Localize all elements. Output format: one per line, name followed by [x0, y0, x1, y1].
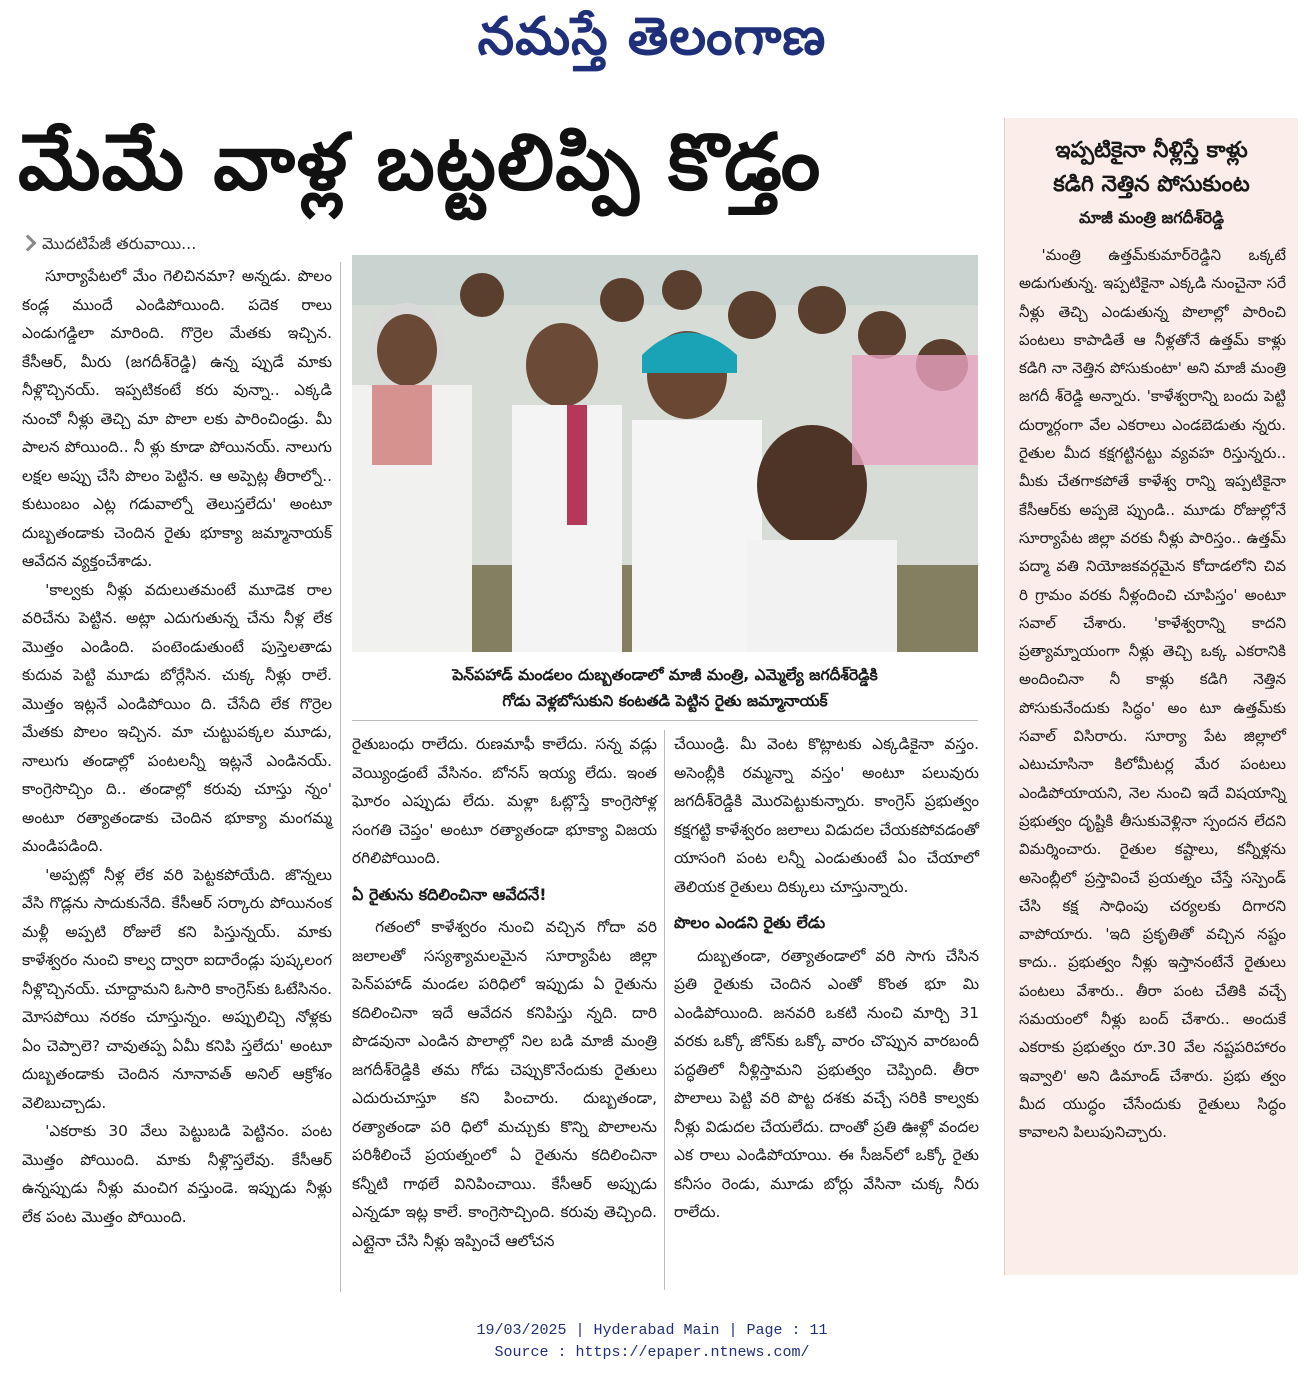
column-divider	[340, 262, 341, 1292]
column-divider	[664, 730, 665, 1290]
news-photo	[352, 255, 978, 652]
paragraph: గతంలో కాళేశ్వరం నుంచి వచ్చిన గోదా వరి జలాలతో సస్యశ్యామలమైన సూర్యాపేట జిల్లా పెన్‌పహాడ్ మండల పరిధిలో ఇప్పుడు ఏ రైతును కదిలించినా ఇదే ఆవేదన కనిపిస్తు న్నది. దారి పొడవునా ఎండిన పొలాల్లో నిల బడి మాజీ మంత్రి జగదీశ్‌రెడ్డికి తమ గోడు చెప్పుకొనేందుకు రైతులు ఎదురుచూస్తూ కని పించారు. దుబ్బతండా, రత్యాతండా పరి ధిలో మచ్చుకు కొన్ని పొలాలను పరిశీలించే ప్రయత్నంలో ఏ రైతును కదిలించినా కన్నీటి గాథలే వినిపించాయి. కేసీఆర్ అప్పుడు ఎన్నడూ ఇట్ల కాలే. కాంగ్రెసొచ్చింది. కరువు తెచ్చింది. ఎట్లైనా చేసి నీళ్లు ఇప్పించే ఆలోచన	[352, 918, 657, 1250]
caption-line: గోడు వెళ్లబోసుకుని కంటతడి పెట్టిన రైతు జమ్మానాయక్	[502, 692, 828, 710]
paragraph: 'మంత్రి ఉత్తమ్‌కుమార్‌రెడ్డిని ఒక్కటే అడుగుతున్న. ఇప్పటికైనా ఎక్కడి నుంచైనా సరే నీళ్లు తెచ్చి ఎండుతున్న పొలాల్లో పారించి పంటలు కాపాడితే ఆ నీళ్లతోనే ఉత్తమ్ కాళ్లు కడిగి నా నెత్తిన పోసుకుంటా' అని మాజీ మంత్రి జగదీ శ్‌రెడ్డి అన్నారు. 'కాళేశ్వరాన్ని బందు పెట్టి దుర్మార్గంగా వేల ఎకరాలు ఎండబెడుతు న్నరు. రైతుల మీద కక్షగట్టినట్టు వ్యవహ రిస్తున్నరు.. మీకు చేతగాకపోతే కాళేశ్వ రాన్ని ఇప్పటికైనా కేసీఆర్‌కు అప్పజె ప్పుండి.. మూడు రోజుల్లోనే సూర్యాపేట జిల్లా వరకు నీళ్లు పారిస్తం.. ఉత్తమ్ పద్మా వతి నియోజకవర్గమైన కోదాడలోని చివ రి గ్రామం వరకు నీళ్లందించి చూపిస్తం' అంటూ సవాల్ చేశారు. 'కాళేశ్వరాన్ని కాదని ప్రత్యామ్నాయంగా నీళ్లు తెచ్చి ఒక్క ఎకరానికి అందించినా నీ కాళ్లు కడిగి నెత్తిన పోసుకునేందుకు సిద్ధం' అం టూ ఉత్తమ్‌కు సవాల్ విసిరారు. సూర్యా పేట జిల్లాలో ఎటుచూసినా కిలోమీటర్ల మేర పంటలు ఎండిపోయాయని, నెల నుంచి ఇదే విషయాన్ని ప్రభుత్వం దృష్టికి తీసుకువెళ్లినా స్పందన లేదని విమర్శించారు. రైతుల కష్టాలు, కన్నీళ్లను అసెంబ్లీలో ప్రస్తావించే ప్రయత్నం చేస్తే సస్పెండ్ చేసి కక్ష సాధింపు చర్యలకు దిగారని వాపోయారు. 'ఇది ప్రకృతితో వచ్చిన నష్టం కాదు.. ప్రభుత్వం నీళ్లు ఇస్తానంటేనే రైతులు పంటలు వేశారు.. తీరా పంట చేతికి వచ్చే సమయంలో నీళ్లు బంద్ చేశారు.. అందుకే ఎకరాకు ప్రభుత్వం రూ.30 వేల నష్టపరిహారం ఇవ్వాలి' అని డిమాండ్ చేశారు. ప్రభు త్వం మీద యుద్ధం చేసేందుకు రైతులు సిద్ధం కావాలని పిలుపునిచ్చారు.	[1019, 246, 1286, 1142]
sidebar-headline	[1005, 118, 1298, 202]
sidebar-headline-line: కడిగి నెత్తిన పోసుకుంట	[1053, 172, 1250, 197]
article-column-1	[22, 262, 332, 1231]
sidebar-byline: మాజీ మంత్రి జగదీశ్‌రెడ్డి	[1079, 208, 1224, 227]
page-footer	[0, 1320, 1304, 1364]
subheading: ఏ రైతును కదిలించినా ఆవేదనే!	[352, 884, 547, 904]
subheading: పొలం ఎండని రైతు లేడు	[674, 913, 826, 932]
paragraph: 'అప్పట్లో నీళ్ల లేక వరి పెట్టకపోయేది. జొన్నలు వేసి గొడ్లను సాదుకునేది. కేసీఆర్ సర్కారు పోయినంక మళ్లీ అప్పటి రోజులే కని పిస్తున్నయ్. మాకు కాళేశ్వరం నుంచి కాల్వ ద్వారా ఐదారేండ్లు పుష్కలంగ నీళ్లొచ్చినయ్. చూద్దామని ఓసారి కాంగ్రెస్‌కు ఓటేసినం. మోసపోయి నరకం చూస్తున్నం. అప్పులిచ్చి నోళ్లకు ఏం చెప్పాలె? చావుతప్ప ఏమీ కనిపి స్తలేదు' అంటూ దుబ్బతండాకు చెందిన నూనావత్ అనిల్ ఆక్రోశం వెలిబుచ్చాడు.	[22, 865, 332, 1112]
paragraph: చేయిండ్రి. మీ వెంట కొట్లాటకు ఎక్కడికైనా వస్తం. అసెంబ్లీకి రమ్మన్నా వస్తం' అంటూ పలువురు జగదీశ్‌రెడ్డికి మొరపెట్టుకున్నారు. కాంగ్రెస్ ప్రభుత్వం కక్షగట్టి కాళేశ్వరం జలాలు విడుదల చేయకపోవడంతో యాసంగి పంట లన్నీ ఎండుతుంటే ఏం చేయాలో తెలియక రైతులు దిక్కులు చూస్తున్నారు.	[674, 735, 979, 896]
paragraph: దుబ్బతండా, రత్యాతండాలో వరి సాగు చేసిన ప్రతి రైతుకు చెందిన ఎంతో కొంత భూ మి ఎండిపోయింది. జనవరి ఒకటి నుంచి మార్చి 31 వరకు ఒక్కో జోన్‌కు ఒక్కో వారం చొప్పున వారబందీ పద్ధతిలో నీళ్లిస్తామని ప్రభుత్వం చెప్పింది. తీరా పొలాలు పెట్టి వరి పొట్ట దశకు వచ్చే సరికి కాల్వకు నీళ్లు విడుదల చేయలేదు. దాంతో ప్రతి ఊళ్లో వందల ఎక రాలు ఎండిపోయాయి. ఈ సీజన్‌లో ఒక్కో రైతు కనీసం రెండు, మూడు బోర్లు వేసినా చుక్క నీరు రాలేదు.	[674, 946, 979, 1221]
footer-dateline: 19/03/2025 | Hyderabad Main | Page : 11	[476, 1322, 828, 1339]
article-column-3	[674, 730, 979, 1227]
sidebar-box	[1004, 118, 1298, 1275]
crowd-photo-illustration	[352, 255, 978, 652]
footer-source: Source : https://epaper.ntnews.com/	[494, 1344, 810, 1361]
paragraph: సూర్యాపేటలో మేం గెలిచినమా? అన్నడు. పొలం కండ్ల ముందే ఎండిపోయింది. పదెక రాలు ఎండుగడ్డిలా మారింది. గొర్రెల మేతకు ఇచ్చిన. కేసీఆర్, మీరు (జగదీశ్‌రెడ్డి) ఉన్న ప్పుడే మాకు నీళ్లొచ్చినయ్. ఇప్పటికంటే కరు వున్నా.. ఎక్కడి నుంచో నీళ్లు తెచ్చి మా పొలా లకు పారించిండ్రు. మీ పాలన పోయింది.. నీ ళ్లు కూడా పోయినయ్. నాలుగు లక్షల అప్పు చేసి పొలం పెట్టిన. ఆ అప్పెట్ల తీరాల్నో.. కుటుంబం ఎట్ల గడువాల్నో తెలుస్తలేదు' అంటూ దుబ్బతండాకు చెందిన రైతు భూక్యా జమ్మానాయక్ ఆవేదన వ్యక్తంచేశాడు.	[22, 267, 332, 570]
caption-divider	[352, 720, 978, 721]
masthead-logo: నమస్తే తెలంగాణ	[477, 6, 827, 67]
continued-text: మొదటిపేజీ తరువాయి...	[42, 234, 197, 253]
sidebar-headline-line: ఇప్పటికైనా నీళ్లిస్తే కాళ్లు	[1055, 138, 1248, 163]
paragraph: 'ఎకరాకు 30 వేలు పెట్టుబడి పెట్టినం. పంట మొత్తం పోయింది. మాకు నీళ్లొస్తలేవు. కేసీఆర్ ఉన్నప్పుడు నీళ్లు మంచిగ వస్తుండె. ఇప్పుడు నీళ్లు లేక పంట మొత్తం పోయింది.	[22, 1122, 332, 1226]
continued-label	[22, 234, 196, 257]
paragraph: 'కాల్వకు నీళ్లు వదులుతమంటే మూడెక రాల వరిచేను పెట్టిన. అట్లా ఎదుగుతున్న చేను నీళ్ల లేక మొత్తం ఎండింది. పంటెండుతుంటే పుస్తెలతాడు కుదువ పెట్టి మూడు బోర్లేసిన. చుక్క నీళ్లు రాలే. మొత్తం ఇట్లనే ఎండిపోయిం ది. చేసేది లేక గొర్రెల మేతకు పొలం ఇచ్చిన. మా చుట్టుపక్కల మూడు, నాలుగు తండాల్లో పంటలన్నీ ఇట్లనే ఎండినయ్. కాంగ్రెసొచ్చిం ది.. తండాల్లో కరువు చూస్తు న్నం' అంటూ రత్యాతండాకు చెందిన భూక్యా మంగమ్మ మండిపడింది.	[22, 580, 332, 855]
caption-line: పెన్‌పహాడ్ మండలం దుబ్బతండాలో మాజీ మంత్రి, ఎమ్మెల్యే జగదీశ్‌రెడ్డికి	[452, 666, 878, 684]
article-column-2	[352, 730, 657, 1255]
paragraph: రైతుబంధు రాలేదు. రుణమాఫీ కాలేదు. సన్న వడ్లు వెయ్యిండ్రంటే వేసినం. బోనస్ ఇయ్య లేదు. ఇంత ఘోరం ఎప్పుడు లేదు. మళ్లా ఓట్లొస్తే కాంగ్రెసోళ్ల సంగతి చెప్తం' అంటూ రత్యాతండా భూక్యా విజయ రగిలిపోయింది.	[352, 735, 657, 867]
photo-caption	[352, 662, 978, 714]
sidebar-body	[1005, 231, 1298, 1147]
chevron-right-icon	[20, 235, 37, 252]
page-headline: మేమే వాళ్ల బట్టలిప్పి కొడ్తం	[18, 118, 822, 208]
